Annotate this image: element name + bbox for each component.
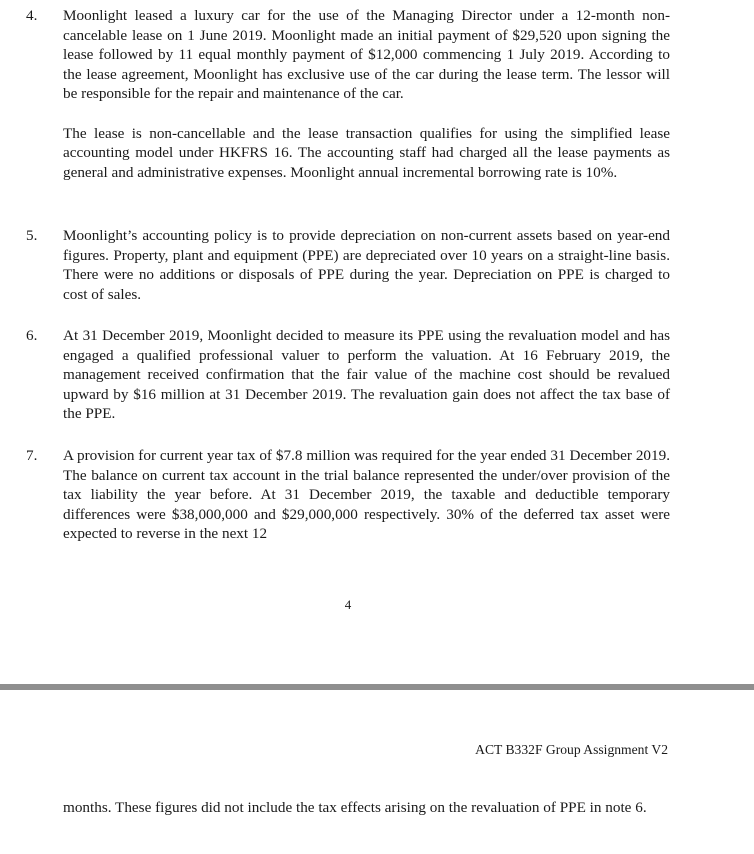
page-divider <box>0 684 754 690</box>
note-paragraph: Moonlight leased a luxury car for the use of the Managing Director under a 12-month non-cancelable lease on 1 June 2019. Moonlight made an initial payment of $29,520 upon signing the lease followed by 11 equal monthly payment of $12,000 commencing 1 July 2019. According to the lease agreement, Moonlight has exclusive use of the car during the lease term. The lessor will be responsible for the repair and maintenance of the car. <box>63 7 670 103</box>
note-7 <box>26 446 670 544</box>
note-number: 4. <box>26 7 38 24</box>
page-number: 4 <box>344 597 352 612</box>
note-body <box>63 326 670 424</box>
note-paragraph: Moonlight’s accounting policy is to provide depreciation on non-current assets based on year-end figures. Property, plant and equipment (PPE) are depreciated over 10 years on a straight-line basis. There were no additions or disposals of PPE during the year. Depreciation on PPE is charged to cost of sales. <box>63 227 670 303</box>
note-number: 5. <box>26 227 38 244</box>
note-paragraph: At 31 December 2019, Moonlight decided to measure its PPE using the revaluation model and has engaged a qualified professional valuer to perform the valuation. At 16 February 2019, the management received confirmation that the fair value of the machine cost should be revalued upward by $16 million at 31 December 2019. The revaluation gain does not affect the tax base of the PPE. <box>63 327 670 423</box>
note-6 <box>26 326 670 424</box>
note-number: 6. <box>26 327 38 344</box>
note-number: 7. <box>26 447 38 464</box>
note-paragraph: A provision for current year tax of $7.8 million was required for the year ended 31 December 2019. The balance on current tax account in the trial balance represented the under/over provision of the tax liability the year before. At 31 December 2019, the taxable and deductible temporary differences were $38,000,000 and $29,000,000 respectively. 30% of the deferred tax asset were expected to reverse in the next 12 <box>63 447 670 543</box>
note-body <box>63 226 670 304</box>
note-7-continuation: months. These figures did not include the tax effects arising on the revaluation of PPE in note 6. <box>63 799 647 816</box>
note-body <box>63 446 670 544</box>
note-4 <box>26 6 670 182</box>
note-paragraph: The lease is non-cancellable and the lease transaction qualifies for using the simplified lease accounting model under HKFRS 16. The accounting staff had charged all the lease payments as general and administrative expenses. Moonlight annual incremental borrowing rate is 10%. <box>63 124 670 181</box>
note-5 <box>26 226 670 304</box>
document-footer: ACT B332F Group Assignment V2 <box>475 742 668 757</box>
note-body <box>63 6 670 182</box>
